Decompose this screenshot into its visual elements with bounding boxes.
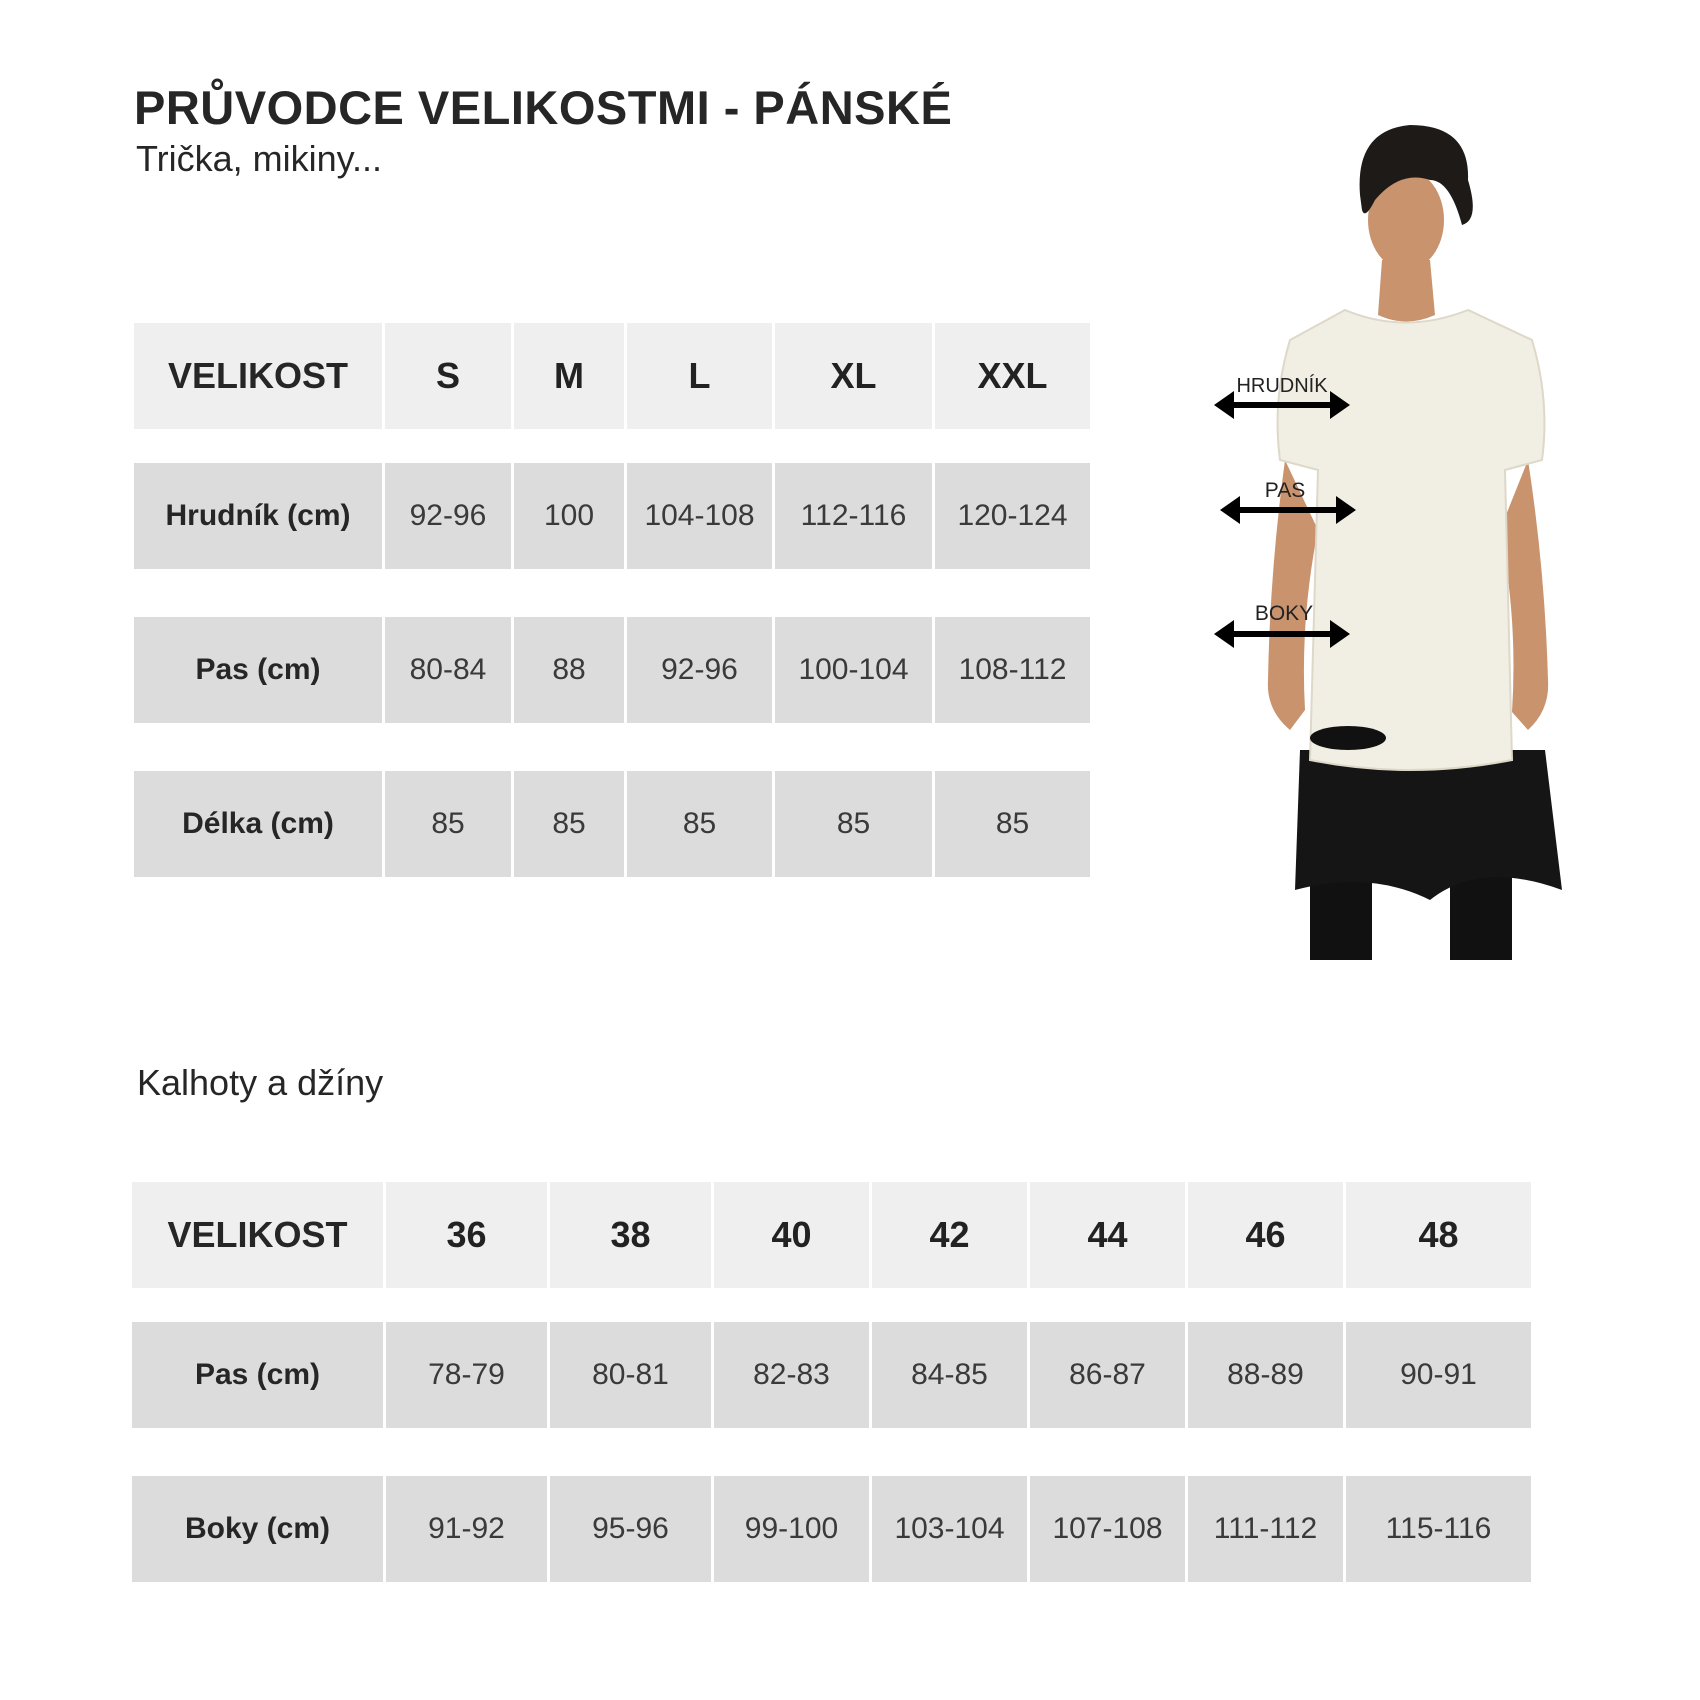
table-cell: 85 (775, 771, 932, 877)
table-cell: 112-116 (775, 463, 932, 569)
table-header-cell: XL (775, 323, 932, 429)
table-cell: 92-96 (385, 463, 511, 569)
table-cell: 78-79 (386, 1322, 547, 1428)
table-header-cell: 38 (550, 1182, 711, 1288)
table-cell: 85 (627, 771, 772, 877)
table-header-cell: VELIKOST (134, 323, 382, 429)
table-header-cell: S (385, 323, 511, 429)
table-header-cell: 44 (1030, 1182, 1185, 1288)
table-cell: 104-108 (627, 463, 772, 569)
table-cell: 84-85 (872, 1322, 1027, 1428)
table-cell: 80-84 (385, 617, 511, 723)
table-header-cell: 40 (714, 1182, 869, 1288)
page-subtitle: Trička, mikiny... (136, 138, 383, 179)
table-cell: 91-92 (386, 1476, 547, 1582)
table-header-cell: L (627, 323, 772, 429)
hips-label: BOKY (1254, 602, 1314, 625)
table-cell: 80-81 (550, 1322, 711, 1428)
table-cell: 100-104 (775, 617, 932, 723)
table-cell: 95-96 (550, 1476, 711, 1582)
model-measurement-figure (1150, 100, 1610, 960)
row-label: Délka (cm) (134, 771, 382, 877)
table-cell: 85 (935, 771, 1090, 877)
table-cell: 85 (514, 771, 624, 877)
chest-label: HRUDNÍK (1236, 375, 1328, 397)
model-illustration (1268, 125, 1562, 960)
table-cell: 107-108 (1030, 1476, 1185, 1582)
table-cell: 90-91 (1346, 1322, 1531, 1428)
table-header-cell: 46 (1188, 1182, 1343, 1288)
table-cell: 108-112 (935, 617, 1090, 723)
pants-section-title: Kalhoty a džíny (137, 1062, 384, 1103)
table-header-cell: 42 (872, 1182, 1027, 1288)
table-cell: 85 (385, 771, 511, 877)
table-cell: 100 (514, 463, 624, 569)
table-cell: 99-100 (714, 1476, 869, 1582)
row-label: Hrudník (cm) (134, 463, 382, 569)
row-label: Boky (cm) (132, 1476, 383, 1582)
pants-size-table (132, 1182, 1531, 1582)
table-cell: 120-124 (935, 463, 1090, 569)
table-cell: 92-96 (627, 617, 772, 723)
table-cell: 82-83 (714, 1322, 869, 1428)
table-header-cell: XXL (935, 323, 1090, 429)
table-cell: 88 (514, 617, 624, 723)
table-header-cell: 48 (1346, 1182, 1531, 1288)
table-header-cell: 36 (386, 1182, 547, 1288)
table-cell: 86-87 (1030, 1322, 1185, 1428)
table-header-cell: VELIKOST (132, 1182, 383, 1288)
row-label: Pas (cm) (132, 1322, 383, 1428)
table-cell: 115-116 (1346, 1476, 1531, 1582)
shirts-size-table (134, 323, 1090, 877)
table-cell: 88-89 (1188, 1322, 1343, 1428)
table-cell: 103-104 (872, 1476, 1027, 1582)
row-label: Pas (cm) (134, 617, 382, 723)
table-cell: 111-112 (1188, 1476, 1343, 1582)
table-header-cell: M (514, 323, 624, 429)
page-title: PRŮVODCE VELIKOSTMI - PÁNSKÉ (134, 81, 953, 134)
waist-label: PAS (1264, 479, 1306, 502)
